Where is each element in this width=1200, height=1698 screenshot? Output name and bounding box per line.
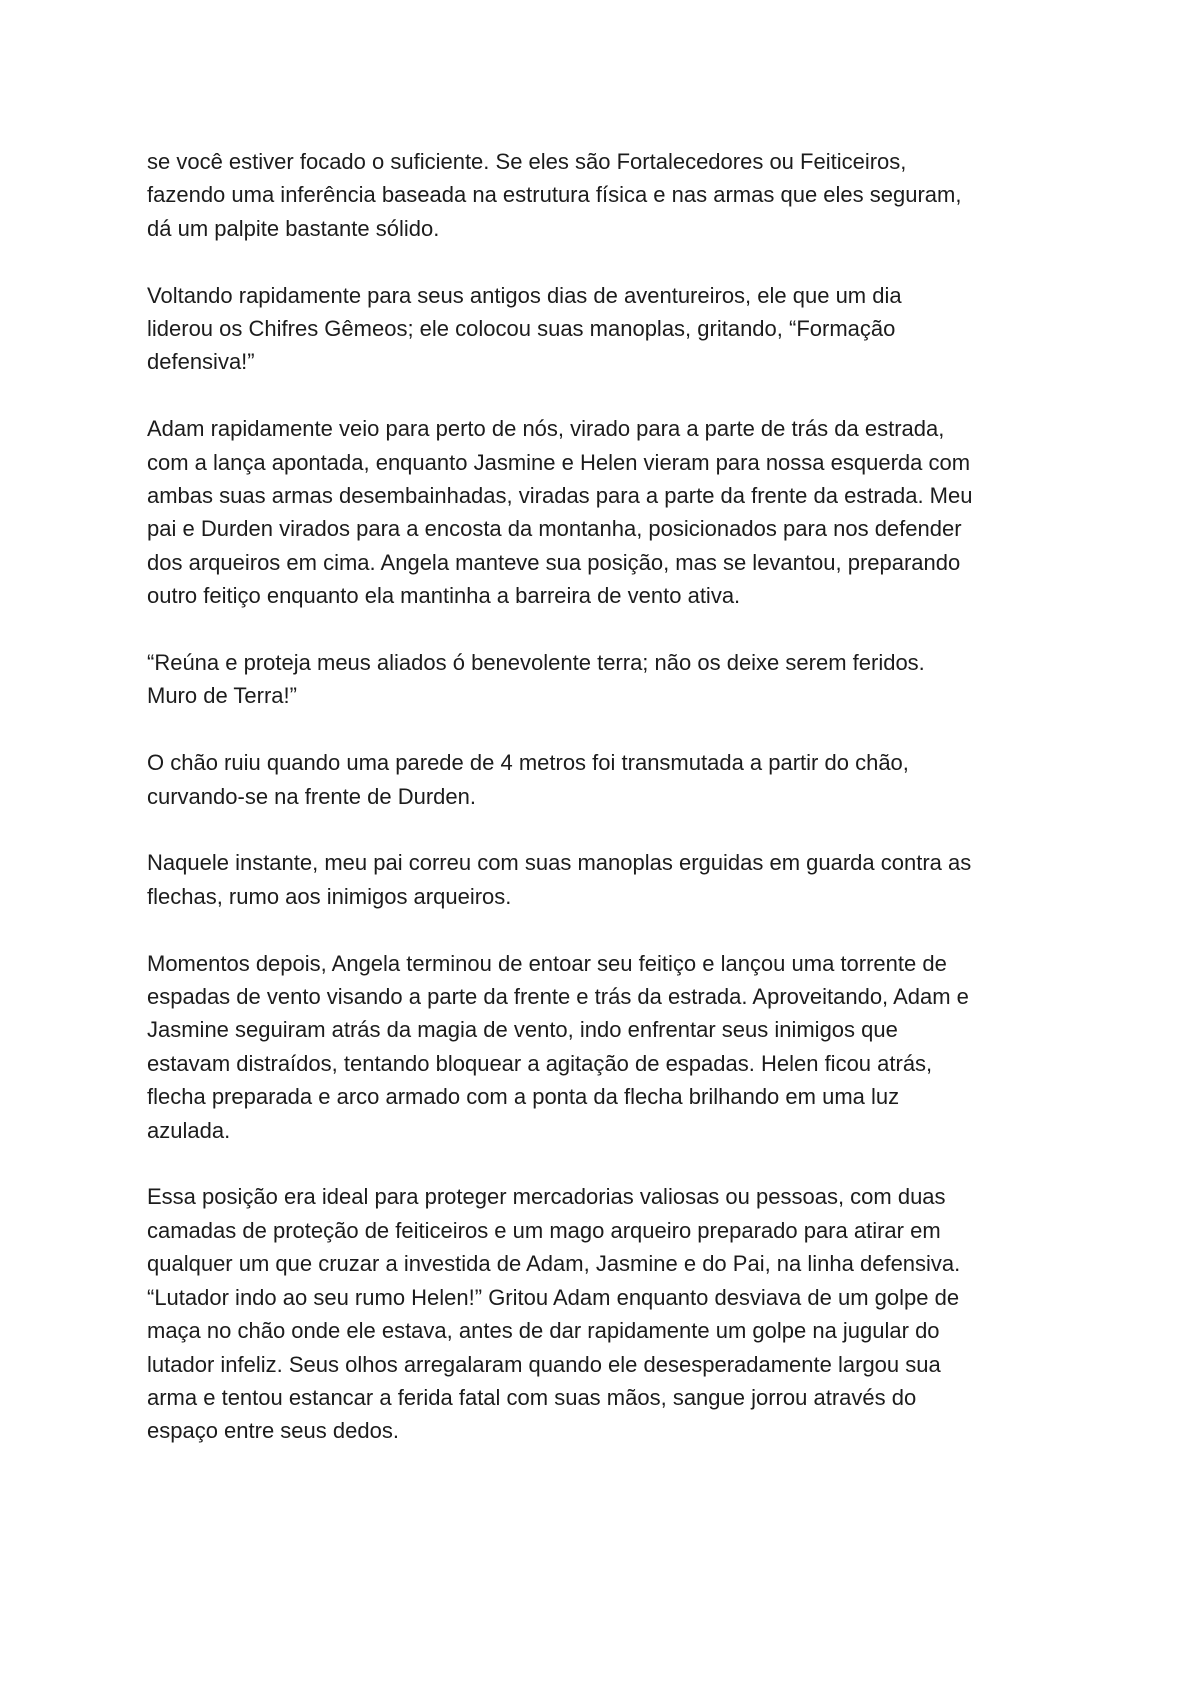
- text-line: azulada.: [147, 1117, 231, 1143]
- text-line: liderou os Chifres Gêmeos; ele colocou suas manoplas, gritando, “Formação: [147, 316, 896, 342]
- text-line: O chão ruiu quando uma parede de 4 metros foi transmutada a partir do chão,: [147, 750, 909, 776]
- text-line: ambas suas armas desembainhadas, viradas para a parte da frente da estrada. Meu: [147, 483, 973, 509]
- text-line: defensiva!”: [147, 349, 255, 375]
- text-line: Voltando rapidamente para seus antigos dias de aventureiros, ele que um dia: [147, 282, 902, 308]
- paragraph-1: [147, 145, 1077, 245]
- text-line: Naquele instante, meu pai correu com suas manoplas erguidas em guarda contra as: [147, 850, 972, 876]
- paragraph-7: [147, 947, 1077, 1147]
- text-line: Momentos depois, Angela terminou de entoar seu feitiço e lançou uma torrente de: [147, 950, 947, 976]
- text-line: “Lutador indo ao seu rumo Helen!” Gritou Adam enquanto desviava de um golpe de: [147, 1284, 960, 1310]
- text-line: curvando-se na frente de Durden.: [147, 783, 476, 809]
- text-line: espaço entre seus dedos.: [147, 1418, 399, 1444]
- text-line: se você estiver focado o suficiente. Se eles são Fortalecedores ou Feiticeiros,: [147, 149, 907, 174]
- text-line: arma e tentou estancar a ferida fatal com suas mãos, sangue jorrou através do: [147, 1384, 917, 1410]
- text-line: lutador infeliz. Seus olhos arregalaram quando ele desesperadamente largou sua: [147, 1351, 941, 1377]
- paragraph-8: [147, 1180, 1077, 1447]
- document-body: [147, 145, 1077, 1481]
- text-line: dos arqueiros em cima. Angela manteve sua posição, mas se levantou, preparando: [147, 549, 961, 575]
- paragraph-4: [147, 646, 1077, 713]
- text-line: fazendo uma inferência baseada na estrutura física e nas armas que eles seguram,: [147, 182, 962, 208]
- paragraph-3: [147, 412, 1077, 612]
- paragraph-5: [147, 746, 1077, 813]
- text-line: estavam distraídos, tentando bloquear a agitação de espadas. Helen ficou atrás,: [147, 1050, 933, 1076]
- text-line: Jasmine seguiram atrás da magia de vento, indo enfrentar seus inimigos que: [147, 1017, 898, 1043]
- text-line: com a lança apontada, enquanto Jasmine e Helen vieram para nossa esquerda com: [147, 449, 971, 475]
- paragraph-2: [147, 279, 1077, 379]
- text-line: maça no chão onde ele estava, antes de dar rapidamente um golpe na jugular do: [147, 1318, 940, 1344]
- paragraph-6: [147, 846, 1077, 913]
- text-line: pai e Durden virados para a encosta da montanha, posicionados para nos defender: [147, 516, 962, 542]
- text-line: espadas de vento visando a parte da frente e trás da estrada. Aproveitando, Adam e: [147, 984, 969, 1010]
- text-line: camadas de proteção de feiticeiros e um mago arqueiro preparado para atirar em: [147, 1217, 941, 1243]
- text-line: flechas, rumo aos inimigos arqueiros.: [147, 883, 512, 909]
- text-line: Essa posição era ideal para proteger mercadorias valiosas ou pessoas, com duas: [147, 1184, 946, 1210]
- text-line: outro feitiço enquanto ela mantinha a barreira de vento ativa.: [147, 583, 741, 609]
- text-line: dá um palpite bastante sólido.: [147, 215, 440, 241]
- text-line: Adam rapidamente veio para perto de nós, virado para a parte de trás da estrada,: [147, 416, 945, 442]
- text-line: “Reúna e proteja meus aliados ó benevolente terra; não os deixe serem feridos.: [147, 650, 925, 676]
- text-line: Muro de Terra!”: [147, 683, 297, 709]
- text-line: qualquer um que cruzar a investida de Adam, Jasmine e do Pai, na linha defensiva.: [147, 1251, 961, 1277]
- text-line: flecha preparada e arco armado com a ponta da flecha brilhando em uma luz: [147, 1084, 900, 1110]
